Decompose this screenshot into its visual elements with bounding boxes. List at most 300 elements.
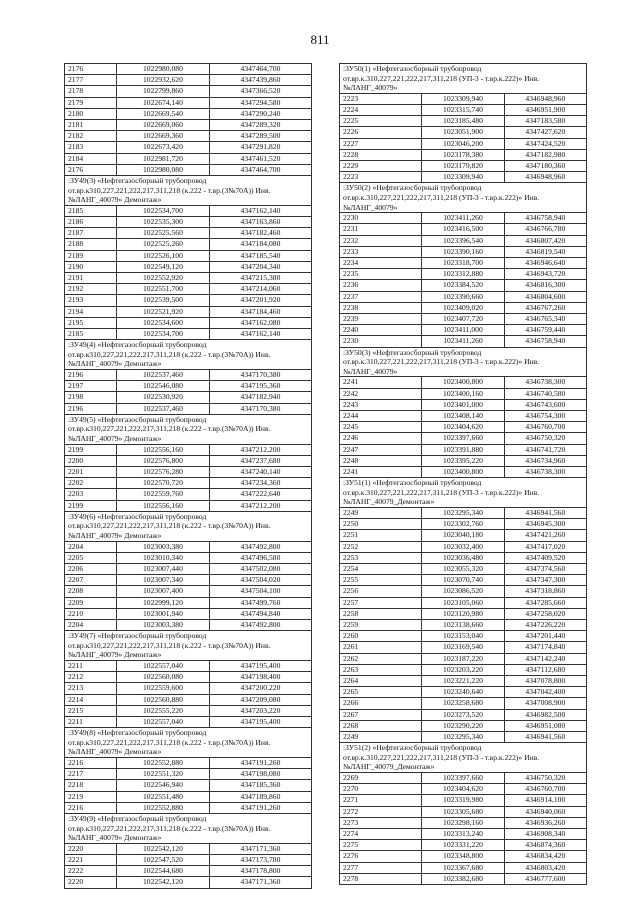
table-row xyxy=(340,631,587,642)
y-coordinate: 4347184,080 xyxy=(209,239,311,250)
point-number: 2214 xyxy=(65,694,117,705)
point-number: 2262 xyxy=(340,653,422,664)
table-row xyxy=(65,250,312,261)
y-coordinate: 4347170,380 xyxy=(209,403,311,414)
x-coordinate: 1023036,480 xyxy=(422,552,504,563)
y-coordinate: 4346908,340 xyxy=(504,829,586,840)
table-row xyxy=(65,329,312,340)
y-coordinate: 4347178,800 xyxy=(209,866,311,877)
y-coordinate: 4346948,960 xyxy=(504,172,586,183)
y-coordinate: 4347214,060 xyxy=(209,284,311,295)
table-row xyxy=(65,705,312,716)
point-number: 2215 xyxy=(65,705,117,716)
table-row xyxy=(65,672,312,683)
x-coordinate: 1023404,620 xyxy=(422,784,504,795)
y-coordinate: 4347290,240 xyxy=(209,108,311,119)
point-number: 2187 xyxy=(65,228,117,239)
y-coordinate: 4347195,400 xyxy=(209,661,311,672)
y-coordinate: 4347195,400 xyxy=(209,717,311,728)
x-coordinate: 1023411,260 xyxy=(422,336,504,347)
point-number: 2223 xyxy=(340,172,422,183)
table-row xyxy=(340,302,587,313)
point-number: 2225 xyxy=(340,116,422,127)
table-row xyxy=(340,795,587,806)
x-coordinate: 1023400,800 xyxy=(422,467,504,478)
point-number: 2223 xyxy=(340,93,422,104)
point-number: 2250 xyxy=(340,519,422,530)
point-number: 2199 xyxy=(65,500,117,511)
y-coordinate: 4346758,940 xyxy=(504,213,586,224)
y-coordinate: 4347347,300 xyxy=(504,575,586,586)
y-coordinate: 4346758,940 xyxy=(504,336,586,347)
section-header: :ЗУ51(2) «Нефтегазосборный трубопровод от.вр.к.310,227,221,222,217,311,218 (УП-3 - т.вр.к.222)» Инв. №ЛАНГ_40079_Демонтаж» xyxy=(340,743,587,773)
table-row xyxy=(65,153,312,164)
table-row xyxy=(340,388,587,399)
x-coordinate: 1023051,900 xyxy=(422,127,504,138)
point-number: 2206 xyxy=(65,564,117,575)
y-coordinate: 4347078,800 xyxy=(504,676,586,687)
x-coordinate: 1022526,100 xyxy=(116,250,209,261)
point-number: 2235 xyxy=(340,269,422,280)
point-number: 2190 xyxy=(65,261,117,272)
point-number: 2236 xyxy=(340,280,422,291)
section-header-row xyxy=(340,478,587,508)
section-header: :ЗУ50(3) «Нефтегазосборный трубопровод от.вр.к.310,227,221,222,217,311,218 (УП-3 - т.вр.к.222)» Инв. №ЛАНГ_40079» xyxy=(340,347,587,377)
y-coordinate: 4347180,360 xyxy=(504,161,586,172)
y-coordinate: 4347494,840 xyxy=(209,608,311,619)
y-coordinate: 4346759,440 xyxy=(504,325,586,336)
y-coordinate: 4347234,360 xyxy=(209,478,311,489)
table-row xyxy=(65,164,312,175)
y-coordinate: 4347499,760 xyxy=(209,597,311,608)
y-coordinate: 4347182,460 xyxy=(209,228,311,239)
y-coordinate: 4347374,560 xyxy=(504,564,586,575)
y-coordinate: 4347191,260 xyxy=(209,758,311,769)
point-number: 2266 xyxy=(340,698,422,709)
x-coordinate: 1023318,700 xyxy=(422,258,504,269)
x-coordinate: 1022980,080 xyxy=(116,164,209,175)
point-number: 2188 xyxy=(65,239,117,250)
section-header-row xyxy=(65,631,312,661)
table-row xyxy=(340,138,587,149)
table-row xyxy=(340,676,587,687)
table-row xyxy=(65,97,312,108)
table-row xyxy=(65,261,312,272)
table-row xyxy=(65,317,312,328)
point-number: 2222 xyxy=(65,866,117,877)
x-coordinate: 1022556,160 xyxy=(116,444,209,455)
x-coordinate: 1022521,920 xyxy=(116,306,209,317)
y-coordinate: 4347285,660 xyxy=(504,597,586,608)
x-coordinate: 1022551,480 xyxy=(116,791,209,802)
point-number: 2198 xyxy=(65,392,117,403)
point-number: 2270 xyxy=(340,784,422,795)
y-coordinate: 4347201,440 xyxy=(504,631,586,642)
table-row xyxy=(340,213,587,224)
y-coordinate: 4347366,520 xyxy=(209,86,311,97)
y-coordinate: 4346750,320 xyxy=(504,433,586,444)
point-number: 2189 xyxy=(65,250,117,261)
x-coordinate: 1022534,600 xyxy=(116,317,209,328)
y-coordinate: 4347289,500 xyxy=(209,131,311,142)
point-number: 2244 xyxy=(340,411,422,422)
x-coordinate: 1023384,520 xyxy=(422,280,504,291)
point-number: 2204 xyxy=(65,620,117,631)
right-coordinate-table xyxy=(339,63,587,885)
y-coordinate: 4347184,460 xyxy=(209,306,311,317)
table-row xyxy=(65,217,312,228)
y-coordinate: 4347008,900 xyxy=(504,698,586,709)
point-number: 2197 xyxy=(65,381,117,392)
x-coordinate: 1022542,120 xyxy=(116,843,209,854)
section-header: :ЗУ49(9) «Нефтегазосборный трубопровод от.вр.к310,227,221,222,217,311,218 (к.222 - т.вр.(3№70А)) Инв. №ЛАНГ_40079» Демонтаж» xyxy=(65,814,312,844)
y-coordinate: 4347182,940 xyxy=(209,392,311,403)
point-number: 2232 xyxy=(340,235,422,246)
table-row xyxy=(65,273,312,284)
y-coordinate: 4347504,100 xyxy=(209,586,311,597)
x-coordinate: 1022576,800 xyxy=(116,455,209,466)
point-number: 2220 xyxy=(65,877,117,888)
table-row xyxy=(65,500,312,511)
x-coordinate: 1023203,220 xyxy=(422,664,504,675)
point-number: 2216 xyxy=(65,758,117,769)
y-coordinate: 4347173,780 xyxy=(209,855,311,866)
point-number: 2242 xyxy=(340,388,422,399)
point-number: 2196 xyxy=(65,370,117,381)
table-row xyxy=(340,104,587,115)
table-row xyxy=(65,855,312,866)
x-coordinate: 1022542,120 xyxy=(116,877,209,888)
section-header-row xyxy=(65,340,312,370)
x-coordinate: 1023401,000 xyxy=(422,399,504,410)
page-number: 811 xyxy=(310,32,330,47)
y-coordinate: 4346754,300 xyxy=(504,411,586,422)
table-row xyxy=(340,840,587,851)
x-coordinate: 1023003,380 xyxy=(116,620,209,631)
table-row xyxy=(340,541,587,552)
point-number: 2193 xyxy=(65,295,117,306)
point-number: 2230 xyxy=(340,336,422,347)
x-coordinate: 1022549,120 xyxy=(116,261,209,272)
x-coordinate: 1023221,220 xyxy=(422,676,504,687)
table-row xyxy=(65,541,312,552)
y-coordinate: 4347289,320 xyxy=(209,120,311,131)
x-coordinate: 1023240,640 xyxy=(422,687,504,698)
point-number: 2277 xyxy=(340,862,422,873)
x-coordinate: 1023302,760 xyxy=(422,519,504,530)
point-number: 2176 xyxy=(65,164,117,175)
y-coordinate: 4346765,340 xyxy=(504,314,586,325)
section-header-row xyxy=(65,176,312,206)
point-number: 2196 xyxy=(65,403,117,414)
table-row xyxy=(340,224,587,235)
y-coordinate: 4346760,700 xyxy=(504,784,586,795)
table-row xyxy=(65,142,312,153)
section-header: :ЗУ49(8) «Нефтегазосборный трубопровод от.вр.к310,227,221,222,217,311,218 (к.222 - т.вр.(3№70А)) Инв. №ЛАНГ_40079» Демонтаж» xyxy=(65,728,312,758)
table-row xyxy=(65,239,312,250)
point-number: 2191 xyxy=(65,273,117,284)
table-row xyxy=(65,843,312,854)
x-coordinate: 1023120,980 xyxy=(422,608,504,619)
table-row xyxy=(340,784,587,795)
x-coordinate: 1023007,400 xyxy=(116,586,209,597)
y-coordinate: 4346951,080 xyxy=(504,720,586,731)
x-coordinate: 1022669,540 xyxy=(116,108,209,119)
x-coordinate: 1022557,040 xyxy=(116,717,209,728)
point-number: 2219 xyxy=(65,791,117,802)
table-row xyxy=(340,709,587,720)
table-row xyxy=(340,455,587,466)
table-row xyxy=(340,508,587,519)
table-row xyxy=(65,295,312,306)
y-coordinate: 4347170,380 xyxy=(209,370,311,381)
point-number: 2253 xyxy=(340,552,422,563)
table-row xyxy=(340,597,587,608)
x-coordinate: 1023007,340 xyxy=(116,575,209,586)
x-coordinate: 1023309,940 xyxy=(422,172,504,183)
y-coordinate: 4347240,140 xyxy=(209,467,311,478)
y-coordinate: 4347409,520 xyxy=(504,552,586,563)
point-number: 2177 xyxy=(65,75,117,86)
table-row xyxy=(340,336,587,347)
point-number: 2210 xyxy=(65,608,117,619)
x-coordinate: 1023408,140 xyxy=(422,411,504,422)
table-row xyxy=(65,392,312,403)
y-coordinate: 4347042,400 xyxy=(504,687,586,698)
x-coordinate: 1022932,620 xyxy=(116,75,209,86)
y-coordinate: 4346816,300 xyxy=(504,280,586,291)
y-coordinate: 4347212,200 xyxy=(209,500,311,511)
point-number: 2275 xyxy=(340,840,422,851)
y-coordinate: 4346936,260 xyxy=(504,817,586,828)
point-number: 2240 xyxy=(340,325,422,336)
point-number: 2180 xyxy=(65,108,117,119)
y-coordinate: 4346941,560 xyxy=(504,732,586,743)
y-coordinate: 4346740,580 xyxy=(504,388,586,399)
y-coordinate: 4347204,340 xyxy=(209,261,311,272)
x-coordinate: 1022669,360 xyxy=(116,131,209,142)
point-number: 2227 xyxy=(340,138,422,149)
point-number: 2265 xyxy=(340,687,422,698)
x-coordinate: 1023309,940 xyxy=(422,93,504,104)
y-coordinate: 4347424,520 xyxy=(504,138,586,149)
point-number: 2192 xyxy=(65,284,117,295)
x-coordinate: 1022673,420 xyxy=(116,142,209,153)
table-row xyxy=(65,370,312,381)
table-row xyxy=(340,552,587,563)
table-row xyxy=(65,661,312,672)
x-coordinate: 1022546,940 xyxy=(116,780,209,791)
point-number: 2276 xyxy=(340,851,422,862)
table-row xyxy=(340,314,587,325)
x-coordinate: 1023040,180 xyxy=(422,530,504,541)
point-number: 2186 xyxy=(65,217,117,228)
table-row xyxy=(340,280,587,291)
point-number: 2273 xyxy=(340,817,422,828)
table-row xyxy=(340,411,587,422)
section-header: :ЗУ50(2) «Нефтегазосборный трубопровод от.вр.к.310,227,221,222,217,311,218 (УП-3 - т.вр.к.222)» Инв. №ЛАНГ_40079» xyxy=(340,183,587,213)
x-coordinate: 1022551,700 xyxy=(116,284,209,295)
x-coordinate: 1023416,500 xyxy=(422,224,504,235)
x-coordinate: 1022544,680 xyxy=(116,866,209,877)
point-number: 2263 xyxy=(340,664,422,675)
x-coordinate: 1023105,060 xyxy=(422,597,504,608)
y-coordinate: 4347496,580 xyxy=(209,552,311,563)
table-row xyxy=(340,817,587,828)
point-number: 2256 xyxy=(340,586,422,597)
point-number: 2185 xyxy=(65,205,117,216)
point-number: 2278 xyxy=(340,873,422,884)
table-row xyxy=(340,530,587,541)
table-row xyxy=(340,422,587,433)
x-coordinate: 1022559,600 xyxy=(116,683,209,694)
x-coordinate: 1022557,040 xyxy=(116,661,209,672)
table-row xyxy=(65,131,312,142)
y-coordinate: 4346767,260 xyxy=(504,302,586,313)
y-coordinate: 4347291,820 xyxy=(209,142,311,153)
y-coordinate: 4346819,540 xyxy=(504,246,586,257)
point-number: 2257 xyxy=(340,597,422,608)
x-coordinate: 1022547,520 xyxy=(116,855,209,866)
x-coordinate: 1023138,660 xyxy=(422,620,504,631)
table-row xyxy=(65,608,312,619)
x-coordinate: 1023391,880 xyxy=(422,444,504,455)
y-coordinate: 4346807,420 xyxy=(504,235,586,246)
point-number: 2202 xyxy=(65,478,117,489)
y-coordinate: 4346874,360 xyxy=(504,840,586,851)
point-number: 2194 xyxy=(65,306,117,317)
section-header: :ЗУ50(1) «Нефтегазосборный трубопровод от.вр.к.310,227,221,222,217,311,218 (УП-3 - т.вр.к.222)» Инв. №ЛАНГ_40079» xyxy=(340,64,587,94)
point-number: 2209 xyxy=(65,597,117,608)
section-header: :ЗУ49(4) «Нефтегазосборный трубопровод от.вр.к310,227,221,222,217,311,218 (к.222 - т.вр.(3№70А)) Инв. №ЛАНГ_40079» Демонтаж» xyxy=(65,340,312,370)
point-number: 2255 xyxy=(340,575,422,586)
y-coordinate: 4346738,300 xyxy=(504,467,586,478)
x-coordinate: 1023187,220 xyxy=(422,653,504,664)
x-coordinate: 1023313,240 xyxy=(422,829,504,840)
point-number: 2234 xyxy=(340,258,422,269)
table-row xyxy=(65,205,312,216)
x-coordinate: 1023411,000 xyxy=(422,325,504,336)
x-coordinate: 1022537,460 xyxy=(116,370,209,381)
section-header-row xyxy=(340,347,587,377)
table-row xyxy=(340,433,587,444)
y-coordinate: 4347203,220 xyxy=(209,705,311,716)
x-coordinate: 1022552,880 xyxy=(116,802,209,813)
y-coordinate: 4347171,360 xyxy=(209,843,311,854)
y-coordinate: 4347163,860 xyxy=(209,217,311,228)
x-coordinate: 1022525,560 xyxy=(116,228,209,239)
point-number: 2243 xyxy=(340,399,422,410)
table-row xyxy=(340,291,587,302)
x-coordinate: 1023367,680 xyxy=(422,862,504,873)
table-row xyxy=(65,467,312,478)
section-header-row xyxy=(340,183,587,213)
x-coordinate: 1023404,620 xyxy=(422,422,504,433)
table-row xyxy=(65,444,312,455)
x-coordinate: 1022981,720 xyxy=(116,153,209,164)
x-coordinate: 1023185,480 xyxy=(422,116,504,127)
x-coordinate: 1022560,080 xyxy=(116,672,209,683)
y-coordinate: 4347162,140 xyxy=(209,329,311,340)
table-row xyxy=(340,93,587,104)
table-row xyxy=(340,732,587,743)
y-coordinate: 4347142,240 xyxy=(504,653,586,664)
y-coordinate: 4347182,980 xyxy=(504,149,586,160)
table-row xyxy=(65,586,312,597)
table-row xyxy=(65,575,312,586)
point-number: 2274 xyxy=(340,829,422,840)
x-coordinate: 1022551,320 xyxy=(116,769,209,780)
y-coordinate: 4347502,080 xyxy=(209,564,311,575)
table-row xyxy=(65,228,312,239)
y-coordinate: 4347294,580 xyxy=(209,97,311,108)
y-coordinate: 4347439,860 xyxy=(209,75,311,86)
point-number: 2213 xyxy=(65,683,117,694)
table-row xyxy=(340,444,587,455)
table-row xyxy=(340,258,587,269)
table-row xyxy=(340,269,587,280)
table-row xyxy=(340,519,587,530)
table-row xyxy=(65,791,312,802)
point-number: 2216 xyxy=(65,802,117,813)
y-coordinate: 4346766,780 xyxy=(504,224,586,235)
table-row xyxy=(340,127,587,138)
table-row xyxy=(340,377,587,388)
point-number: 2218 xyxy=(65,780,117,791)
x-coordinate: 1023070,740 xyxy=(422,575,504,586)
x-coordinate: 1023409,020 xyxy=(422,302,504,313)
table-row xyxy=(65,769,312,780)
point-number: 2211 xyxy=(65,717,117,728)
y-coordinate: 4347162,140 xyxy=(209,205,311,216)
point-number: 2211 xyxy=(65,661,117,672)
x-coordinate: 1022539,500 xyxy=(116,295,209,306)
table-row xyxy=(340,586,587,597)
x-coordinate: 1023032,400 xyxy=(422,541,504,552)
section-header: :ЗУ49(3) «Нефтегазосборный трубопровод от.вр.к310,227,221,222,217,311,218 (к.222 - т.вр.(3№70А)) Инв. №ЛАНГ_40079» Демонтаж» xyxy=(65,176,312,206)
table-row xyxy=(65,683,312,694)
x-coordinate: 1022669,060 xyxy=(116,120,209,131)
point-number: 2205 xyxy=(65,552,117,563)
x-coordinate: 1023315,740 xyxy=(422,104,504,115)
y-coordinate: 4347492,800 xyxy=(209,620,311,631)
point-number: 2258 xyxy=(340,608,422,619)
point-number: 2238 xyxy=(340,302,422,313)
table-row xyxy=(340,467,587,478)
y-coordinate: 4347112,680 xyxy=(504,664,586,675)
point-number: 2226 xyxy=(340,127,422,138)
x-coordinate: 1023169,540 xyxy=(422,642,504,653)
point-number: 2254 xyxy=(340,564,422,575)
x-coordinate: 1022534,700 xyxy=(116,205,209,216)
x-coordinate: 1022999,120 xyxy=(116,597,209,608)
point-number: 2231 xyxy=(340,224,422,235)
y-coordinate: 4347226,220 xyxy=(504,620,586,631)
point-number: 2252 xyxy=(340,541,422,552)
y-coordinate: 4347185,540 xyxy=(209,250,311,261)
x-coordinate: 1023305,680 xyxy=(422,806,504,817)
point-number: 2176 xyxy=(65,64,117,75)
y-coordinate: 4347504,020 xyxy=(209,575,311,586)
point-number: 2181 xyxy=(65,120,117,131)
point-number: 2260 xyxy=(340,631,422,642)
point-number: 2229 xyxy=(340,161,422,172)
x-coordinate: 1023001,940 xyxy=(116,608,209,619)
x-coordinate: 1023396,540 xyxy=(422,235,504,246)
section-header-row xyxy=(65,414,312,444)
x-coordinate: 1022552,880 xyxy=(116,758,209,769)
x-coordinate: 1023179,820 xyxy=(422,161,504,172)
